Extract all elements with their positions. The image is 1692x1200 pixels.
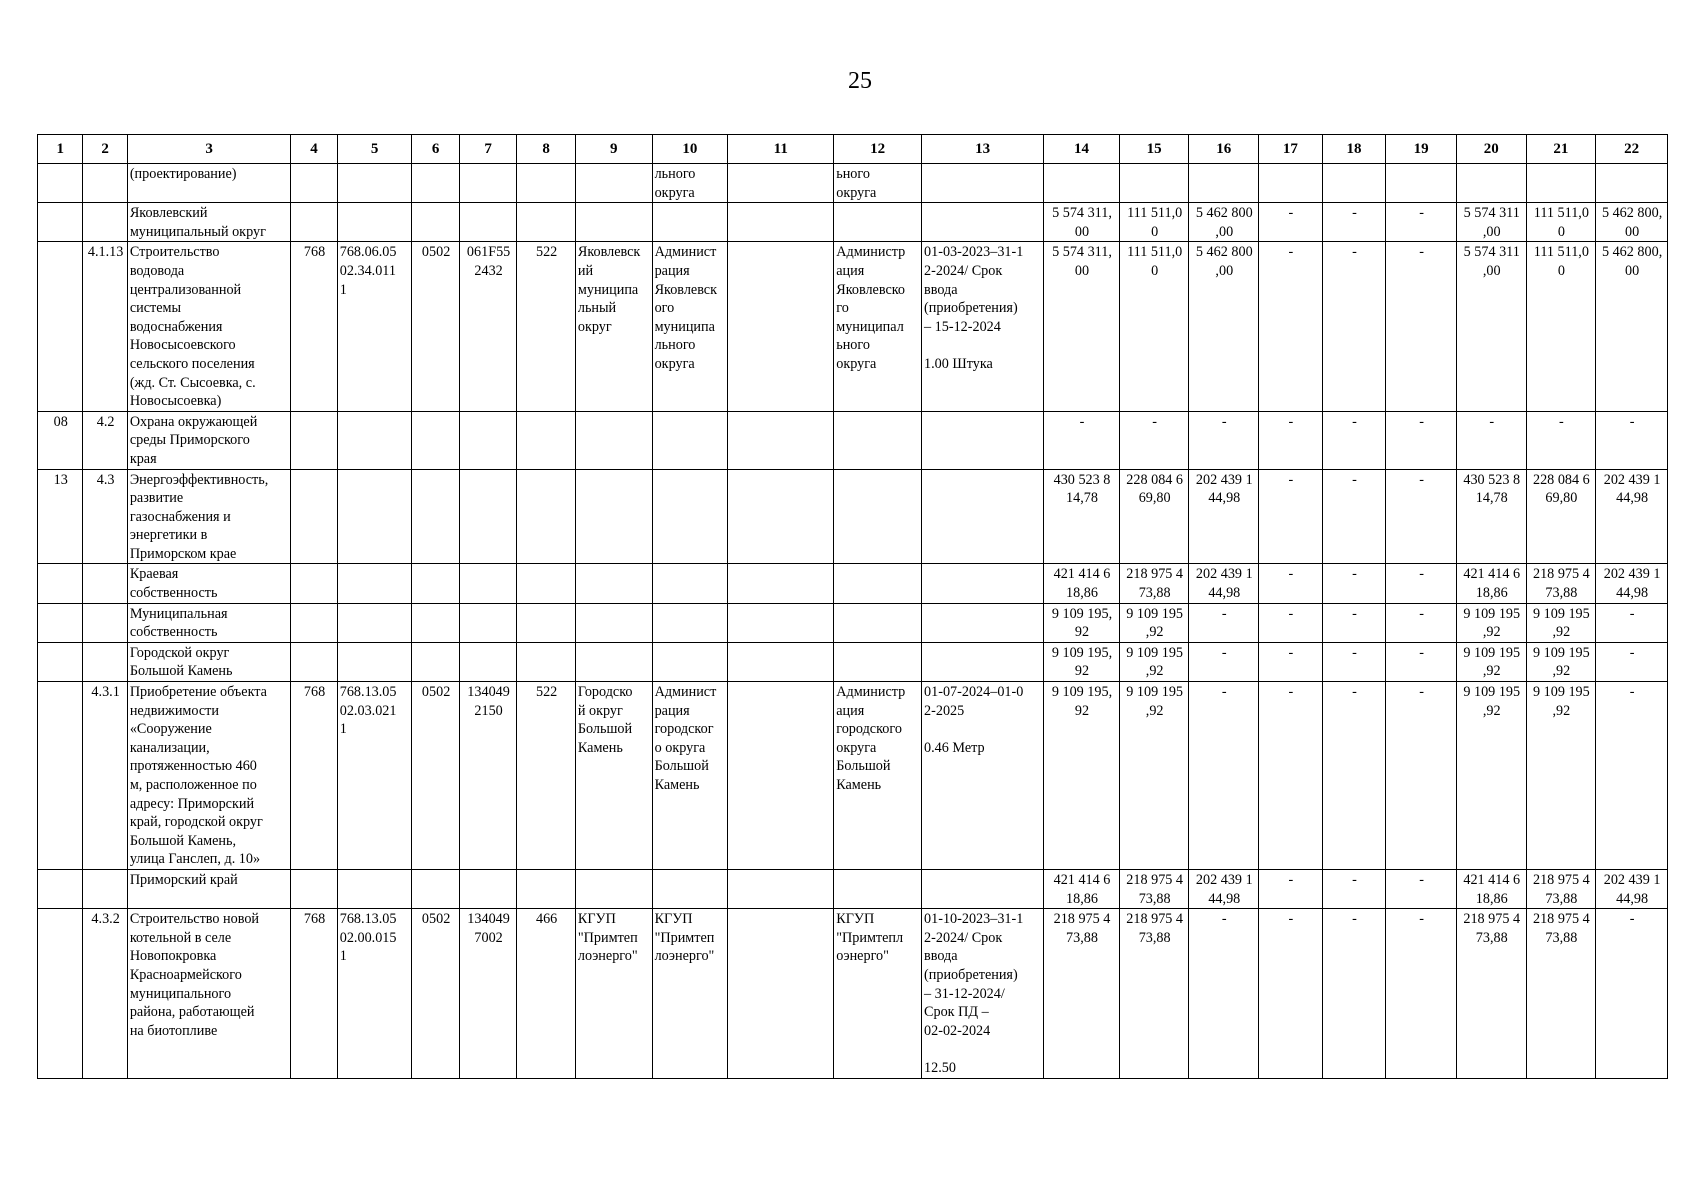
table-cell-col-11 xyxy=(728,411,834,469)
table-body xyxy=(38,164,1668,1079)
column-header: 5 xyxy=(337,135,412,164)
table-cell-col-3: Охрана окружающей среды Приморского края xyxy=(127,411,291,469)
table-cell-col-10 xyxy=(652,411,728,469)
table-cell-col-3: Энергоэффективность, развитие газоснабжения и энергетики в Приморском крае xyxy=(127,469,291,564)
table-cell-col-5 xyxy=(337,564,412,603)
table-cell-col-21: 111 511,0 0 xyxy=(1526,242,1596,411)
table-cell-col-22: - xyxy=(1596,642,1668,681)
table-cell-col-19 xyxy=(1386,164,1457,203)
table-cell-col-4 xyxy=(291,203,337,242)
table-cell-col-8 xyxy=(517,469,576,564)
table-cell-col-12 xyxy=(834,642,922,681)
table-cell-col-10: льного округа xyxy=(652,164,728,203)
table-cell-col-9 xyxy=(575,469,652,564)
table-cell-col-4 xyxy=(291,869,337,908)
table-cell-col-21: 9 109 195 ,92 xyxy=(1526,603,1596,642)
table-cell-col-2: 4.2 xyxy=(83,411,127,469)
table-cell-col-5 xyxy=(337,642,412,681)
table-cell-col-3: Приморский край xyxy=(127,869,291,908)
table-cell-col-8: 522 xyxy=(517,682,576,870)
column-header: 11 xyxy=(728,135,834,164)
table-cell-col-7 xyxy=(459,164,517,203)
table-cell-col-11 xyxy=(728,564,834,603)
table-cell-col-7 xyxy=(459,564,517,603)
table-row xyxy=(38,642,1668,681)
column-header: 4 xyxy=(291,135,337,164)
table-cell-col-4 xyxy=(291,411,337,469)
table-cell-col-19: - xyxy=(1386,411,1457,469)
table-cell-col-1 xyxy=(38,909,83,1078)
table-cell-col-17 xyxy=(1259,164,1323,203)
table-cell-col-18: - xyxy=(1322,603,1386,642)
table-cell-col-7 xyxy=(459,869,517,908)
table-cell-col-17: - xyxy=(1259,909,1323,1078)
table-cell-col-11 xyxy=(728,869,834,908)
column-header: 10 xyxy=(652,135,728,164)
table-cell-col-12: Администр ация Яковлевско го муниципал ьного округа xyxy=(834,242,922,411)
table-cell-col-9: Городско й округ Большой Камень xyxy=(575,682,652,870)
table-cell-col-16: 202 439 1 44,98 xyxy=(1189,869,1259,908)
table-cell-col-3: Приобретение объекта недвижимости «Сооружение канализации, протяженностью 460 м, расположенное по адресу: Приморский край, городской округ Большой Камень, улица Ганслеп, д. 10» xyxy=(127,682,291,870)
table-cell-col-14: 5 574 311, 00 xyxy=(1044,242,1120,411)
table-header-row xyxy=(38,135,1668,164)
table-row xyxy=(38,242,1668,411)
table-cell-col-17: - xyxy=(1259,242,1323,411)
table-cell-col-5: 768.13.05 02.00.015 1 xyxy=(337,909,412,1078)
page-number: 25 xyxy=(848,68,872,94)
table-cell-col-17: - xyxy=(1259,869,1323,908)
table-cell-col-21: 218 975 4 73,88 xyxy=(1526,909,1596,1078)
table-cell-col-8 xyxy=(517,203,576,242)
table-cell-col-6: 0502 xyxy=(412,909,459,1078)
table-cell-col-15: 218 975 4 73,88 xyxy=(1119,564,1189,603)
table-row xyxy=(38,564,1668,603)
table-cell-col-21: 9 109 195 ,92 xyxy=(1526,642,1596,681)
table-cell-col-9 xyxy=(575,164,652,203)
table-cell-col-14: 218 975 4 73,88 xyxy=(1044,909,1120,1078)
table-cell-col-10 xyxy=(652,564,728,603)
table-cell-col-4 xyxy=(291,164,337,203)
table-cell-col-17: - xyxy=(1259,469,1323,564)
table-cell-col-22: 5 462 800, 00 xyxy=(1596,242,1668,411)
table-cell-col-14: - xyxy=(1044,411,1120,469)
table-cell-col-4: 768 xyxy=(291,682,337,870)
table-cell-col-11 xyxy=(728,642,834,681)
table-cell-col-4: 768 xyxy=(291,242,337,411)
table-cell-col-17: - xyxy=(1259,411,1323,469)
table-cell-col-6 xyxy=(412,869,459,908)
table-cell-col-18: - xyxy=(1322,869,1386,908)
table-cell-col-13 xyxy=(922,411,1044,469)
table-cell-col-20: 9 109 195 ,92 xyxy=(1456,642,1526,681)
table-cell-col-5 xyxy=(337,603,412,642)
table-cell-col-18: - xyxy=(1322,242,1386,411)
table-cell-col-1: 08 xyxy=(38,411,83,469)
table-cell-col-21: 9 109 195 ,92 xyxy=(1526,682,1596,870)
column-header: 19 xyxy=(1386,135,1457,164)
table-cell-col-12 xyxy=(834,411,922,469)
table-cell-col-18: - xyxy=(1322,642,1386,681)
table-cell-col-6 xyxy=(412,603,459,642)
table-cell-col-10: Админист рация городског о округа Большой Камень xyxy=(652,682,728,870)
table-cell-col-12 xyxy=(834,203,922,242)
column-header: 3 xyxy=(127,135,291,164)
table-cell-col-4 xyxy=(291,603,337,642)
column-header: 8 xyxy=(517,135,576,164)
table-cell-col-2 xyxy=(83,564,127,603)
column-header: 13 xyxy=(922,135,1044,164)
table-cell-col-17: - xyxy=(1259,603,1323,642)
column-header: 22 xyxy=(1596,135,1668,164)
table-cell-col-8 xyxy=(517,642,576,681)
table-cell-col-12 xyxy=(834,469,922,564)
table-cell-col-16: 202 439 1 44,98 xyxy=(1189,469,1259,564)
table-cell-col-14: 430 523 8 14,78 xyxy=(1044,469,1120,564)
table-cell-col-13: 01-10-2023–31-1 2-2024/ Срок ввода (приобретения) – 31-12-2024/ Срок ПД – 02-02-2024 12.50 xyxy=(922,909,1044,1078)
table-cell-col-7: 134049 2150 xyxy=(459,682,517,870)
table-cell-col-11 xyxy=(728,203,834,242)
table-cell-col-3: (проектирование) xyxy=(127,164,291,203)
table-cell-col-15: 228 084 6 69,80 xyxy=(1119,469,1189,564)
table-cell-col-3: Муниципальная собственность xyxy=(127,603,291,642)
column-header: 21 xyxy=(1526,135,1596,164)
table-cell-col-10: КГУП "Примтеп лоэнерго" xyxy=(652,909,728,1078)
table-cell-col-9 xyxy=(575,603,652,642)
table-cell-col-12 xyxy=(834,603,922,642)
table-cell-col-16: 202 439 1 44,98 xyxy=(1189,564,1259,603)
table-cell-col-18: - xyxy=(1322,469,1386,564)
table-cell-col-1 xyxy=(38,203,83,242)
column-header: 17 xyxy=(1259,135,1323,164)
table-cell-col-15: 111 511,0 0 xyxy=(1119,203,1189,242)
table-cell-col-11 xyxy=(728,242,834,411)
table-cell-col-9: Яковлевск ий муниципа льный округ xyxy=(575,242,652,411)
table-cell-col-3: Строительство новой котельной в селе Новопокровка Красноармейского муниципального района, работающей на биотопливе xyxy=(127,909,291,1078)
table-cell-col-11 xyxy=(728,469,834,564)
table-cell-col-6 xyxy=(412,411,459,469)
table-cell-col-9 xyxy=(575,411,652,469)
table-cell-col-19: - xyxy=(1386,469,1457,564)
column-header: 2 xyxy=(83,135,127,164)
table-cell-col-19: - xyxy=(1386,869,1457,908)
table-cell-col-1 xyxy=(38,869,83,908)
table-cell-col-13 xyxy=(922,203,1044,242)
table-cell-col-13 xyxy=(922,564,1044,603)
table-cell-col-15: 218 975 4 73,88 xyxy=(1119,909,1189,1078)
table-cell-col-3: Яковлевский муниципальный округ xyxy=(127,203,291,242)
table-cell-col-20: 421 414 6 18,86 xyxy=(1456,869,1526,908)
table-cell-col-21 xyxy=(1526,164,1596,203)
table-cell-col-3: Городской округ Большой Камень xyxy=(127,642,291,681)
table-cell-col-6 xyxy=(412,642,459,681)
table-cell-col-18 xyxy=(1322,164,1386,203)
table-cell-col-5 xyxy=(337,469,412,564)
table-cell-col-14 xyxy=(1044,164,1120,203)
table-cell-col-5 xyxy=(337,164,412,203)
table-cell-col-14: 5 574 311, 00 xyxy=(1044,203,1120,242)
table-cell-col-11 xyxy=(728,164,834,203)
table-cell-col-9 xyxy=(575,869,652,908)
table-row xyxy=(38,909,1668,1078)
table-cell-col-2 xyxy=(83,869,127,908)
table-cell-col-19: - xyxy=(1386,242,1457,411)
table-cell-col-22: - xyxy=(1596,909,1668,1078)
table-cell-col-15: 9 109 195 ,92 xyxy=(1119,682,1189,870)
table-cell-col-16: 5 462 800 ,00 xyxy=(1189,242,1259,411)
table-cell-col-18: - xyxy=(1322,682,1386,870)
table-cell-col-13 xyxy=(922,869,1044,908)
table-cell-col-21: - xyxy=(1526,411,1596,469)
table-cell-col-4 xyxy=(291,469,337,564)
column-header: 14 xyxy=(1044,135,1120,164)
column-header: 15 xyxy=(1119,135,1189,164)
table-row xyxy=(38,164,1668,203)
table-cell-col-9 xyxy=(575,203,652,242)
table-cell-col-20: 9 109 195 ,92 xyxy=(1456,603,1526,642)
column-header: 12 xyxy=(834,135,922,164)
table-cell-col-13 xyxy=(922,164,1044,203)
table-cell-col-5 xyxy=(337,411,412,469)
table-cell-col-14: 9 109 195, 92 xyxy=(1044,603,1120,642)
table-cell-col-12: КГУП "Примтепл оэнерго" xyxy=(834,909,922,1078)
table-cell-col-16: - xyxy=(1189,682,1259,870)
table-cell-col-20: 5 574 311 ,00 xyxy=(1456,242,1526,411)
table-row xyxy=(38,682,1668,870)
table-cell-col-1 xyxy=(38,642,83,681)
table-cell-col-22 xyxy=(1596,164,1668,203)
table-cell-col-5 xyxy=(337,869,412,908)
table-cell-col-9: КГУП "Примтеп лоэнерго" xyxy=(575,909,652,1078)
table-cell-col-21: 111 511,0 0 xyxy=(1526,203,1596,242)
table-cell-col-15 xyxy=(1119,164,1189,203)
table-cell-col-2 xyxy=(83,642,127,681)
table-cell-col-3: Краевая собственность xyxy=(127,564,291,603)
table-cell-col-6 xyxy=(412,564,459,603)
table-cell-col-5 xyxy=(337,203,412,242)
column-header: 16 xyxy=(1189,135,1259,164)
table-cell-col-12: ьного округа xyxy=(834,164,922,203)
table-cell-col-6: 0502 xyxy=(412,682,459,870)
table-cell-col-15: - xyxy=(1119,411,1189,469)
table-cell-col-18: - xyxy=(1322,411,1386,469)
table-cell-col-19: - xyxy=(1386,642,1457,681)
column-header: 7 xyxy=(459,135,517,164)
table-cell-col-18: - xyxy=(1322,909,1386,1078)
table-cell-col-17: - xyxy=(1259,564,1323,603)
table-cell-col-6 xyxy=(412,203,459,242)
table-cell-col-22: - xyxy=(1596,411,1668,469)
table-cell-col-13: 01-03-2023–31-1 2-2024/ Срок ввода (приобретения) – 15-12-2024 1.00 Штука xyxy=(922,242,1044,411)
table-cell-col-16: - xyxy=(1189,909,1259,1078)
table-cell-col-12: Администр ация городского округа Большой Камень xyxy=(834,682,922,870)
table-cell-col-6: 0502 xyxy=(412,242,459,411)
table-cell-col-21: 218 975 4 73,88 xyxy=(1526,869,1596,908)
table-row xyxy=(38,603,1668,642)
table-cell-col-16: - xyxy=(1189,411,1259,469)
table-cell-col-5: 768.06.05 02.34.011 1 xyxy=(337,242,412,411)
table-cell-col-13 xyxy=(922,642,1044,681)
column-header: 18 xyxy=(1322,135,1386,164)
table-cell-col-14: 9 109 195, 92 xyxy=(1044,682,1120,870)
table-cell-col-19: - xyxy=(1386,682,1457,870)
table-cell-col-16 xyxy=(1189,164,1259,203)
table-cell-col-8 xyxy=(517,564,576,603)
table-cell-col-21: 228 084 6 69,80 xyxy=(1526,469,1596,564)
table-cell-col-13 xyxy=(922,603,1044,642)
table-cell-col-12 xyxy=(834,869,922,908)
table-cell-col-17: - xyxy=(1259,642,1323,681)
column-header: 6 xyxy=(412,135,459,164)
table-cell-col-10 xyxy=(652,469,728,564)
table-row xyxy=(38,203,1668,242)
table-cell-col-2 xyxy=(83,164,127,203)
table-row xyxy=(38,411,1668,469)
table-cell-col-7: 134049 7002 xyxy=(459,909,517,1078)
table-cell-col-10: Админист рация Яковлевск ого муниципа льного округа xyxy=(652,242,728,411)
table-cell-col-11 xyxy=(728,603,834,642)
budget-table xyxy=(37,134,1668,1079)
table-cell-col-18: - xyxy=(1322,203,1386,242)
table-cell-col-22: 202 439 1 44,98 xyxy=(1596,564,1668,603)
table-cell-col-2: 4.3 xyxy=(83,469,127,564)
table-cell-col-2: 4.3.1 xyxy=(83,682,127,870)
table-cell-col-5: 768.13.05 02.03.021 1 xyxy=(337,682,412,870)
table-cell-col-12 xyxy=(834,564,922,603)
table-cell-col-20: 218 975 4 73,88 xyxy=(1456,909,1526,1078)
table-cell-col-22: 5 462 800, 00 xyxy=(1596,203,1668,242)
table-cell-col-16: 5 462 800 ,00 xyxy=(1189,203,1259,242)
table-cell-col-6 xyxy=(412,469,459,564)
table-row xyxy=(38,869,1668,908)
table-cell-col-20: 5 574 311 ,00 xyxy=(1456,203,1526,242)
table-cell-col-9 xyxy=(575,642,652,681)
table-cell-col-6 xyxy=(412,164,459,203)
table-cell-col-19: - xyxy=(1386,603,1457,642)
table-cell-col-7 xyxy=(459,203,517,242)
table-cell-col-19: - xyxy=(1386,203,1457,242)
table-cell-col-2: 4.3.2 xyxy=(83,909,127,1078)
table-cell-col-7 xyxy=(459,642,517,681)
table-cell-col-13: 01-07-2024–01-0 2-2025 0.46 Метр xyxy=(922,682,1044,870)
table-cell-col-7 xyxy=(459,603,517,642)
table-cell-col-15: 9 109 195 ,92 xyxy=(1119,603,1189,642)
table-cell-col-7: 061F55 2432 xyxy=(459,242,517,411)
table-cell-col-1 xyxy=(38,242,83,411)
table-cell-col-20: 421 414 6 18,86 xyxy=(1456,564,1526,603)
table-cell-col-8 xyxy=(517,869,576,908)
table-cell-col-1 xyxy=(38,164,83,203)
table-cell-col-20: - xyxy=(1456,411,1526,469)
table-cell-col-21: 218 975 4 73,88 xyxy=(1526,564,1596,603)
table-cell-col-10 xyxy=(652,203,728,242)
table-cell-col-8: 522 xyxy=(517,242,576,411)
table-cell-col-22: - xyxy=(1596,603,1668,642)
table-cell-col-18: - xyxy=(1322,564,1386,603)
table-cell-col-14: 421 414 6 18,86 xyxy=(1044,564,1120,603)
table-cell-col-10 xyxy=(652,642,728,681)
table-cell-col-2 xyxy=(83,203,127,242)
table-cell-col-19: - xyxy=(1386,909,1457,1078)
table-cell-col-15: 111 511,0 0 xyxy=(1119,242,1189,411)
table-cell-col-9 xyxy=(575,564,652,603)
table-cell-col-14: 9 109 195, 92 xyxy=(1044,642,1120,681)
table-cell-col-17: - xyxy=(1259,203,1323,242)
table-row xyxy=(38,469,1668,564)
column-header: 9 xyxy=(575,135,652,164)
table-cell-col-10 xyxy=(652,603,728,642)
table-cell-col-4 xyxy=(291,564,337,603)
table-cell-col-10 xyxy=(652,869,728,908)
table-cell-col-15: 218 975 4 73,88 xyxy=(1119,869,1189,908)
table-cell-col-8: 466 xyxy=(517,909,576,1078)
table-cell-col-2: 4.1.13 xyxy=(83,242,127,411)
table-cell-col-1 xyxy=(38,603,83,642)
table-cell-col-8 xyxy=(517,411,576,469)
table-cell-col-14: 421 414 6 18,86 xyxy=(1044,869,1120,908)
table-cell-col-22: - xyxy=(1596,682,1668,870)
table-cell-col-16: - xyxy=(1189,603,1259,642)
table-cell-col-20: 9 109 195 ,92 xyxy=(1456,682,1526,870)
table-cell-col-2 xyxy=(83,603,127,642)
table-cell-col-8 xyxy=(517,164,576,203)
table-cell-col-17: - xyxy=(1259,682,1323,870)
table-cell-col-16: - xyxy=(1189,642,1259,681)
table-cell-col-15: 9 109 195 ,92 xyxy=(1119,642,1189,681)
table-cell-col-3: Строительство водовода централизованной системы водоснабжения Новосысоевского сельского поселения (жд. Ст. Сысоевка, с. Новосысоевка) xyxy=(127,242,291,411)
table-cell-col-7 xyxy=(459,411,517,469)
table-cell-col-1 xyxy=(38,564,83,603)
table-cell-col-4 xyxy=(291,642,337,681)
table-cell-col-8 xyxy=(517,603,576,642)
table-cell-col-11 xyxy=(728,909,834,1078)
column-header: 1 xyxy=(38,135,83,164)
table-cell-col-7 xyxy=(459,469,517,564)
table-cell-col-4: 768 xyxy=(291,909,337,1078)
table-cell-col-1 xyxy=(38,682,83,870)
table-cell-col-22: 202 439 1 44,98 xyxy=(1596,869,1668,908)
column-header: 20 xyxy=(1456,135,1526,164)
table-cell-col-20 xyxy=(1456,164,1526,203)
table-cell-col-1: 13 xyxy=(38,469,83,564)
table-cell-col-11 xyxy=(728,682,834,870)
table-cell-col-19: - xyxy=(1386,564,1457,603)
table-cell-col-13 xyxy=(922,469,1044,564)
table-cell-col-20: 430 523 8 14,78 xyxy=(1456,469,1526,564)
table-cell-col-22: 202 439 1 44,98 xyxy=(1596,469,1668,564)
